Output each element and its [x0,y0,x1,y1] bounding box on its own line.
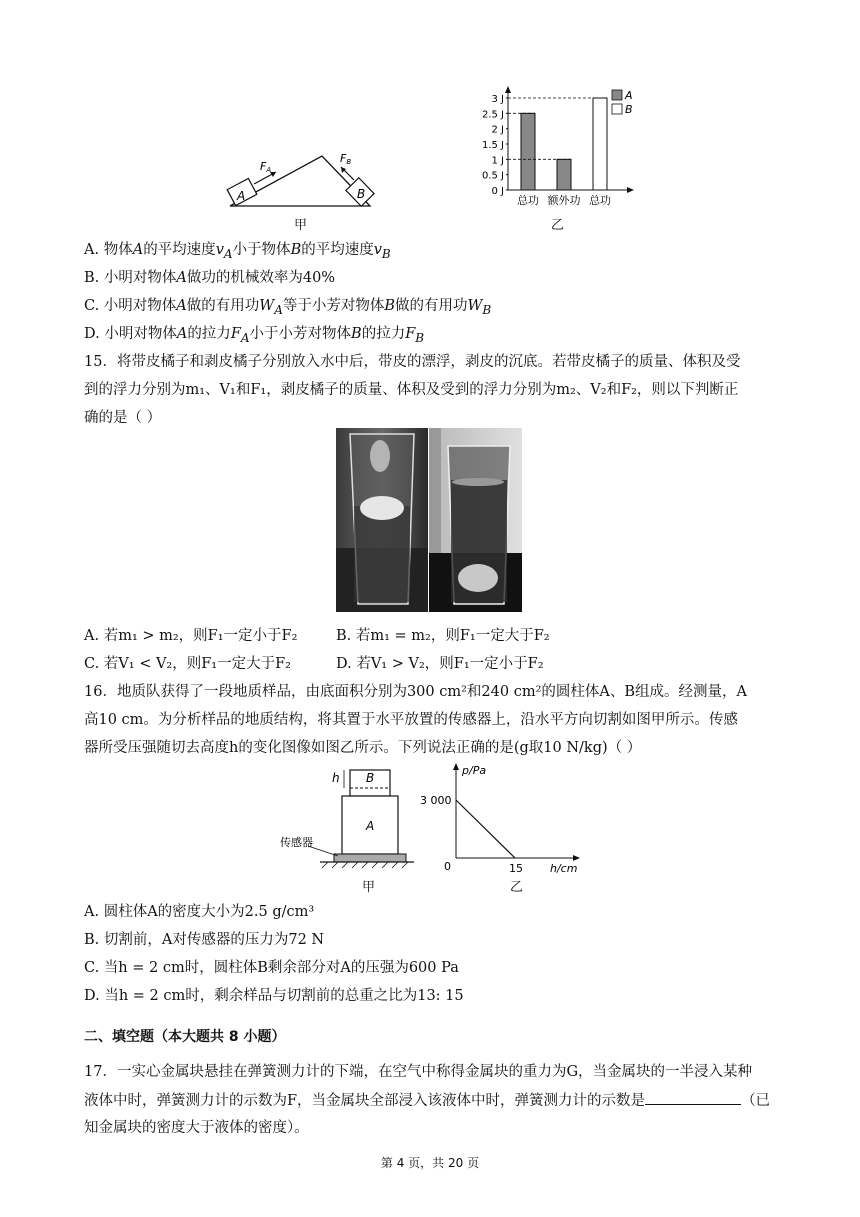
legend-a-label: A [625,89,633,102]
y-tick-label: 1.5 J [481,140,504,151]
q16-option-c: C. 当h = 2 cm时，圆柱体B剩余部分对A的压强为600 Pa [84,960,459,976]
q16-stem-line1: 16．地质队获得了一段地质样品，由底面积分别为300 cm²和240 cm²的圆柱体A、B组成。经测量，A [84,684,747,700]
q14-option-d: D. 小明对物体A的拉力$F_A$小于小芳对物体B的拉力$F_B$ [84,326,425,345]
x-tick-15: 15 [509,862,523,875]
origin-label: 0 [444,860,451,873]
legend-b-swatch [612,104,622,114]
section-heading-fill-blank: 二、填空题（本大题共 8 小题） [84,1029,286,1045]
fig14-jia-label: 甲 [294,218,308,233]
q15-stem-line3: 确的是（ ） [84,410,162,426]
incline-diagram [220,148,390,212]
q16-option-b: B. 切割前，A对传感器的压力为72 N [84,932,325,948]
q17-stem-line3: 知金属块的密度大于液体的密度）。 [84,1120,309,1136]
sensor-label: 传感器 [280,836,313,849]
x-axis-label: h/cm [550,862,578,875]
q16-stem-line3: 器所受压强随切去高度h的变化图像如图乙所示。下列说法正确的是(g取10 N/kg)（ ） [84,740,642,756]
sensor-plate [334,854,406,862]
legend-b-label: B [625,103,633,116]
q17-stem-line2: 液体中时，弹簧测力计的示数为F，当金属块全部浸入该液体中时，弹簧测力计的示数是 （已 [84,1090,770,1111]
orange-in-water-photo [336,428,522,612]
q17-answer-blank[interactable] [645,1090,741,1105]
x-category-label: 总功 [589,194,611,207]
q15-option-b: B. 若m₁ = m₂，则F₁一定大于F₂ [336,628,550,644]
y-tick-label: 0.5 J [481,170,504,182]
force-fb-label: FB [340,152,352,166]
y-tick-label: 1 J [491,155,504,167]
q15-option-d: D. 若V₁ > V₂，则F₁一定小于F₂ [336,656,544,672]
x-category-label: 额外功 [547,194,581,207]
legend-a-swatch [612,90,622,100]
bar-a-1 [557,159,571,190]
y-tick-label: 2.5 J [481,109,504,121]
fig14-yi-label: 乙 [551,218,565,233]
cylinder-a-label: A [366,819,375,833]
fig16-jia-label: 甲 [362,880,376,895]
q15-option-a: A. 若m₁ > m₂，则F₁一定小于F₂ [84,628,298,644]
y-tick-3000: 3 000 [420,794,452,807]
q15-option-c: C. 若V₁ < V₂，则F₁一定大于F₂ [84,656,291,672]
pressure-vs-height-graph [420,760,600,876]
q14-option-b: B. 小明对物体A做功的机械效率为40% [84,270,336,286]
block-b-label: B [357,187,366,201]
y-tick-label: 3 J [491,94,504,105]
page-footer: 第 4 页，共 20 页 [380,1156,480,1170]
bar-b-2 [593,98,607,190]
sample-on-sensor-diagram [280,766,420,874]
y-tick-label: 2 J [491,124,504,136]
x-category-label: 总功 [517,194,539,207]
force-fa-label: FA [260,160,272,174]
q15-stem-line2: 到的浮力分别为m₁、V₁和F₁，剥皮橘子的质量、体积及受到的浮力分别为m₂、V₂和F₂，则以下判断正 [84,382,739,398]
q16-option-d: D. 当h = 2 cm时，剩余样品与切割前的总重之比为13: 15 [84,988,464,1004]
y-axis-label: p/Pa [462,764,487,777]
q15-stem-line1: 15．将带皮橘子和剥皮橘子分别放入水中后，带皮的漂浮，剥皮的沉底。若带皮橘子的质量、体积及受 [84,354,741,370]
bar-a-0 [521,113,535,190]
fig16-yi-label: 乙 [510,880,524,895]
pressure-line [456,800,515,858]
q14-option-c: C. 小明对物体A做的有用功$W_A$等于小芳对物体B做的有用功$W_B$ [84,298,492,317]
y-tick-label: 0 J [491,186,504,197]
block-a-label: A [237,189,246,203]
q17-stem-line1: 17．一实心金属块悬挂在弹簧测力计的下端，在空气中称得金属块的重力为G，当金属块的一半浸入某种 [84,1064,753,1080]
q16-stem-line2: 高10 cm。为分析样品的地质结构，将其置于水平放置的传感器上，沿水平方向切割如图甲所示。传感 [84,712,738,728]
q14-option-a: A. 物体A的平均速度$v_A$小于物体B的平均速度$v_B$ [84,242,391,261]
q16-option-a: A. 圆柱体A的密度大小为2.5 g/cm³ [84,904,315,920]
cylinder-b-label: B [366,771,375,785]
work-bar-chart [470,84,650,212]
cut-height-label: h [332,771,340,785]
